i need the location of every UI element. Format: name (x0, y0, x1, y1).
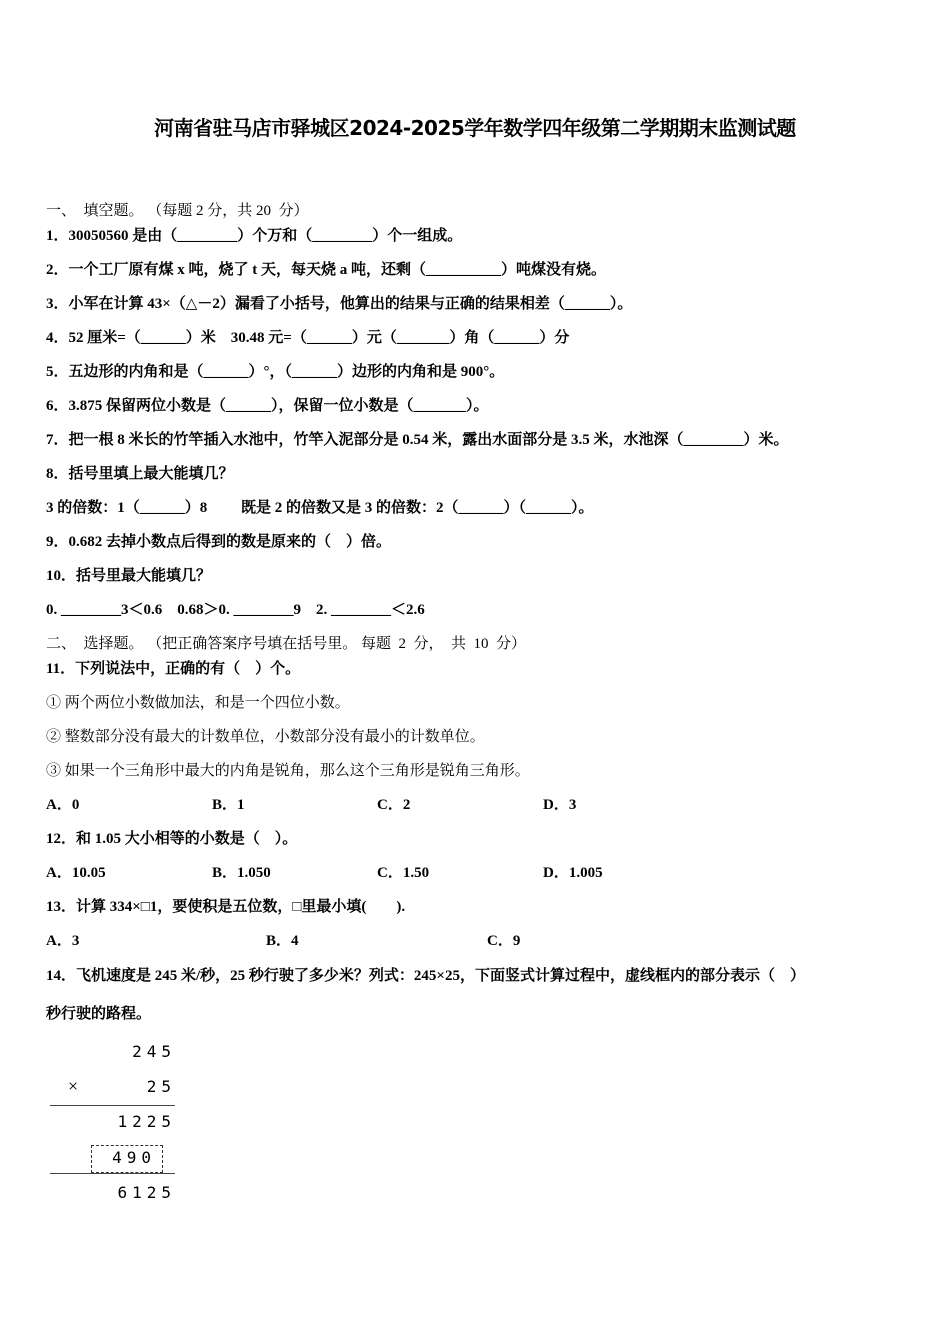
statement-1: ① 两个两位小数做加法，和是一个四位小数。 (46, 695, 350, 711)
option-d: D．1.005 (543, 865, 603, 881)
question-13: 13．计算 334×□1，要使积是五位数，□里最小填( ). (46, 899, 406, 915)
question-5: 5．五边形的内角和是（______）°，（______）边形的内角和是 900°。 (46, 364, 505, 380)
section-heading-fill-in: 一、 填空题。 （每题 2 分，共 20 分） (46, 203, 309, 219)
option-a: A．10.05 (46, 865, 106, 881)
multiplicand: 245 (132, 1042, 176, 1061)
question-10-items: 0. ________3＜0.6 0.68＞0. ________9 2. ________＜2.6 (46, 602, 425, 618)
divider-line (50, 1105, 175, 1106)
statement-2: ② 整数部分没有最大的计数单位，小数部分没有最小的计数单位。 (46, 729, 485, 745)
statement-3: ③ 如果一个三角形中最大的内角是锐角，那么这个三角形是锐角三角形。 (46, 763, 530, 779)
question-14-cont: 秒行驶的路程。 (46, 1006, 152, 1022)
option-a: A．3 (46, 933, 80, 949)
option-d: D．3 (543, 797, 577, 813)
question-14: 14．飞机速度是 245 米/秒，25 秒行驶了多少米？列式：245×25，下面竖式计算过程中，虚线框内的部分表示（ ） (46, 968, 805, 984)
partial-product-2: 490 (112, 1148, 156, 1167)
question-11: 11．下列说法中，正确的有（ ）个。 (46, 661, 301, 677)
option-c: C．9 (487, 933, 521, 949)
page-title: 河南省驻马店市驿城区2024-2025学年数学四年级第二学期期末监测试题 (154, 116, 796, 140)
question-10: 10．括号里最大能填几？ (46, 568, 212, 584)
multiplier: 25 (146, 1077, 176, 1096)
question-1: 1．30050560 是由（________）个万和（________）个一组成。 (46, 228, 463, 244)
divider-line (50, 1173, 175, 1174)
question-3: 3．小军在计算 43×（△－2）漏看了小括号，他算出的结果与正确的结果相差（______）。 (46, 296, 633, 312)
question-12: 12．和 1.05 大小相等的小数是（ ）。 (46, 831, 298, 847)
question-7: 7．把一根 8 米长的竹竿插入水池中，竹竿入泥部分是 0.54 米，露出水面部分是 3.5 米，水池深（________）米。 (46, 432, 789, 448)
option-c: C．1.50 (377, 865, 430, 881)
option-b: B．1.050 (212, 865, 271, 881)
option-b: B．4 (266, 933, 299, 949)
question-6: 6．3.875 保留两位小数是（______），保留一位小数是（_______）。 (46, 398, 489, 414)
question-8-items: 3 的倍数：1（______）8 既是 2 的倍数又是 3 的倍数：2（______）（______）。 (46, 500, 594, 516)
times-sign: × (68, 1076, 79, 1096)
option-c: C．2 (377, 797, 411, 813)
option-a: A．0 (46, 797, 80, 813)
question-2: 2．一个工厂原有煤 x 吨，烧了 t 天，每天烧 a 吨，还剩（__________）吨煤没有烧。 (46, 262, 606, 278)
product-result: 6125 (117, 1183, 176, 1202)
option-b: B．1 (212, 797, 245, 813)
partial-product-1: 1225 (117, 1112, 176, 1131)
section-heading-choice: 二、 选择题。 （把正确答案序号填在括号里。 每题 2 分， 共 10 分） (46, 636, 527, 652)
question-9: 9．0.682 去掉小数点后得到的数是原来的（ ）倍。 (46, 534, 392, 550)
question-4: 4．52 厘米=（______）米 30.48 元=（______）元（_______）角（______）分 (46, 330, 570, 346)
question-8: 8．括号里填上最大能填几？ (46, 466, 234, 482)
